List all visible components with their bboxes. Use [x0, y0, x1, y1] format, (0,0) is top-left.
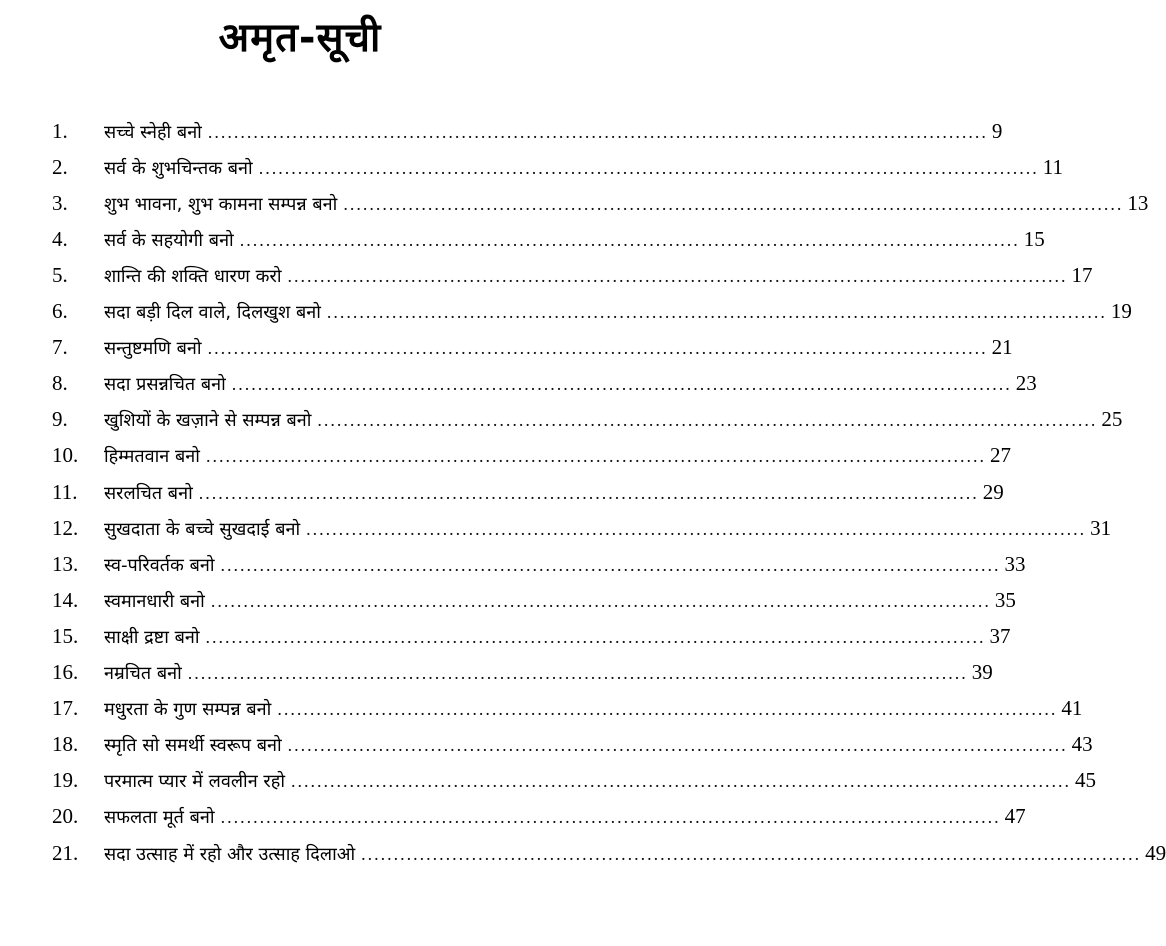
page-title: अमृत-सूची: [218, 15, 382, 61]
toc-entry[interactable]: [0, 294, 1132, 330]
toc-entry[interactable]: [0, 185, 1149, 221]
entry-number: 16.: [52, 660, 79, 684]
dot-leader: ........................................................................................................................: [220, 807, 1001, 828]
entry-line: [104, 732, 1093, 757]
toc-entry[interactable]: [0, 438, 1011, 474]
entry-number: 1.: [52, 118, 68, 143]
entry-line: [104, 407, 1123, 432]
page-number: 49: [1145, 840, 1166, 865]
dot-leader: ........................................................................................................................: [198, 482, 979, 503]
entry-number: 14.: [52, 587, 79, 612]
entry-line: [104, 840, 1166, 866]
entry-number: 9.: [52, 407, 68, 432]
entry-line: [104, 335, 1013, 360]
page-number: 45: [1075, 768, 1097, 793]
entry-title: सदा बड़ी दिल वाले, दिलखुश बनो: [104, 302, 321, 323]
entry-title: खुशियों के खज़ाने से सम्पन्न बनो: [104, 410, 312, 432]
entry-number: 13.: [52, 551, 79, 576]
entry-line: [104, 154, 1063, 180]
page-number: 43: [1071, 732, 1093, 757]
toc-entry[interactable]: [0, 366, 1037, 402]
dot-leader: ........................................................................................................................: [205, 446, 986, 467]
dot-leader: ........................................................................................................................: [205, 626, 986, 647]
dot-leader: ........................................................................................................................: [187, 663, 968, 683]
entry-title: स्मृति सो समर्थी स्वरूप बनो: [104, 735, 282, 757]
page-number: 29: [982, 479, 1004, 504]
entry-line: [104, 262, 1093, 288]
dot-leader: ........................................................................................................................: [207, 338, 988, 359]
toc-entry[interactable]: [0, 510, 1112, 546]
page-number: 9: [991, 118, 1003, 143]
dot-leader: ........................................................................................................................: [291, 771, 1072, 792]
page-number: 35: [994, 587, 1016, 612]
entry-title: परमात्म प्यार में लवलीन रहो: [104, 771, 286, 793]
entry-number: 20.: [52, 804, 79, 829]
toc-entry[interactable]: [0, 257, 1093, 293]
entry-title: हिम्मतवान बनो: [104, 446, 200, 468]
entry-line: [104, 660, 993, 685]
dot-leader: ........................................................................................................................: [361, 843, 1142, 864]
entry-title: स्वमानधारी बनो: [104, 590, 205, 612]
entry-number: 6.: [52, 299, 68, 323]
entry-title: सन्तुष्टमणि बनो: [104, 338, 202, 360]
entry-number: 17.: [52, 696, 79, 721]
entry-line: [104, 768, 1097, 793]
entry-number: 8.: [52, 371, 68, 396]
page-number: 31: [1090, 515, 1112, 540]
toc-entry[interactable]: [0, 330, 1013, 366]
dot-leader: ........................................................................................................................: [207, 121, 988, 142]
entry-line: [104, 479, 1004, 505]
page-number: 15: [1023, 226, 1045, 251]
entry-line: [104, 623, 1011, 649]
page-number: 17: [1071, 262, 1093, 287]
entry-title: सुखदाता के बच्चे सुखदाई बनो: [104, 518, 301, 540]
page-number: 37: [989, 623, 1011, 648]
dot-leader: ........................................................................................................................: [306, 518, 1087, 539]
entry-line: [104, 226, 1045, 252]
entry-title: सर्व के शुभचिन्तक बनो: [104, 157, 253, 179]
entry-title: शान्ति की शक्ति धारण करो: [104, 265, 282, 287]
dot-leader: ........................................................................................................................: [317, 410, 1098, 431]
dot-leader: ........................................................................................................................: [343, 193, 1124, 214]
entry-line: [104, 299, 1132, 324]
entry-number: 18.: [52, 732, 79, 757]
page-number: 11: [1042, 154, 1063, 179]
page-number: 23: [1015, 371, 1037, 396]
page-number: 25: [1101, 407, 1123, 432]
entry-number: 2.: [52, 154, 68, 179]
toc-entry[interactable]: [0, 402, 1123, 438]
entry-line: [104, 118, 1003, 144]
entry-line: [104, 551, 1026, 577]
entry-line: [104, 515, 1112, 541]
entry-title: सर्व के सहयोगी बनो: [104, 229, 234, 251]
entry-title: मधुरता के गुण सम्पन्न बनो: [104, 699, 272, 721]
toc-entry[interactable]: [0, 655, 993, 691]
entry-number: 11.: [52, 479, 78, 504]
dot-leader: ........................................................................................................................: [277, 699, 1058, 720]
page-number: 33: [1004, 551, 1026, 576]
entry-title: सच्चे स्नेही बनो: [104, 121, 202, 143]
entry-title: सदा प्रसन्नचित बनो: [104, 374, 226, 396]
entry-title: सदा उत्साह में रहो और उत्साह दिलाओ: [104, 843, 356, 865]
entry-number: 12.: [52, 515, 79, 540]
page-number: 47: [1004, 804, 1026, 829]
entry-title: सरलचित बनो: [104, 482, 193, 504]
page-number: 21: [991, 335, 1013, 360]
toc-entry[interactable]: [0, 618, 1011, 654]
entry-number: 10.: [52, 443, 79, 468]
toc-entry[interactable]: [0, 582, 1016, 618]
toc-entry[interactable]: [0, 221, 1045, 257]
toc-entry[interactable]: [0, 763, 1097, 799]
dot-leader: ........................................................................................................................: [326, 302, 1107, 322]
entry-line: [104, 443, 1011, 468]
entry-title: साक्षी द्रष्टा बनो: [104, 626, 200, 648]
toc-entry[interactable]: [0, 474, 1004, 510]
toc-entry[interactable]: [0, 113, 1003, 149]
entry-line: [104, 696, 1083, 721]
dot-leader: ........................................................................................................................: [231, 374, 1012, 395]
entry-line: [104, 587, 1016, 613]
toc-entry[interactable]: [0, 835, 1166, 871]
entry-title: शुभ भावना, शुभ कामना सम्पन्न बनो: [104, 193, 338, 215]
entry-number: 3.: [52, 190, 68, 215]
entry-number: 4.: [52, 226, 68, 251]
dot-leader: ........................................................................................................................: [239, 229, 1020, 250]
toc-entry[interactable]: [0, 546, 1026, 582]
entry-number: 15.: [52, 623, 79, 648]
dot-leader: ........................................................................................................................: [287, 265, 1068, 286]
page-number: 39: [971, 660, 993, 684]
page-number: 13: [1127, 190, 1149, 215]
toc-entry[interactable]: [0, 727, 1093, 763]
dot-leader: ........................................................................................................................: [210, 590, 991, 611]
toc-entry[interactable]: [0, 799, 1026, 835]
entry-line: [104, 371, 1037, 396]
page-number: 19: [1110, 299, 1132, 323]
entry-title: सफलता मूर्त बनो: [104, 807, 215, 829]
entry-line: [104, 190, 1149, 216]
entry-number: 7.: [52, 335, 68, 360]
page-number: 41: [1061, 696, 1083, 721]
toc-entry[interactable]: [0, 691, 1083, 727]
dot-leader: ........................................................................................................................: [258, 157, 1039, 178]
dot-leader: ........................................................................................................................: [287, 735, 1068, 756]
toc-entry[interactable]: [0, 149, 1063, 185]
dot-leader: ........................................................................................................................: [220, 554, 1001, 575]
page-number: 27: [989, 443, 1011, 468]
entry-title: नम्रचित बनो: [104, 663, 182, 684]
entry-number: 19.: [52, 768, 79, 793]
entry-number: 21.: [52, 840, 79, 865]
entry-line: [104, 804, 1026, 829]
entry-title: स्व-परिवर्तक बनो: [104, 554, 215, 576]
entry-number: 5.: [52, 262, 68, 287]
